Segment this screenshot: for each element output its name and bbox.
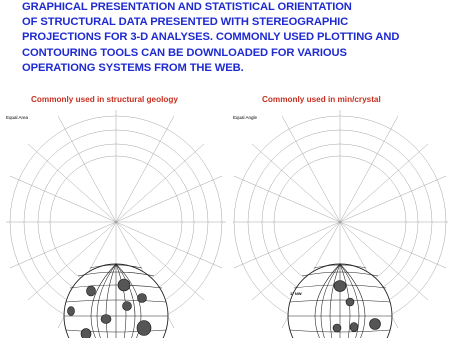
title-line-1: GRAPHICAL PRESENTATION AND STATISTICAL ORIENTATION (22, 1, 352, 13)
equal-angle-net-panel (229, 106, 450, 338)
caption-min-crystal: Commonly used in min/crystal (262, 95, 381, 104)
orientation-marker: 1° NW (290, 291, 302, 296)
equal-area-net-panel (0, 106, 232, 338)
net-type-label: Equal Angle (233, 115, 258, 120)
equal-angle-net (229, 106, 450, 338)
net-type-label: Equal Area (6, 115, 29, 120)
title-line-3: PROJECTIONS FOR 3-D ANALYSES. COMMONLY USED PLOTTING AND (22, 31, 400, 44)
slide-title (22, 0, 447, 76)
title-line-4: CONTOURING TOOLS CAN BE DOWNLOADED FOR VARIOUS (22, 46, 347, 59)
primitive-circle-grid (64, 264, 168, 338)
title-line-2: OF STRUCTURAL DATA PRESENTED WITH STEREOGRAPHIC (22, 16, 349, 29)
caption-structural-geology: Commonly used in structural geology (31, 95, 178, 104)
title-line-5: OPERATIONG SYSTEMS FROM THE WEB. (22, 61, 244, 74)
equal-area-net (0, 106, 232, 338)
